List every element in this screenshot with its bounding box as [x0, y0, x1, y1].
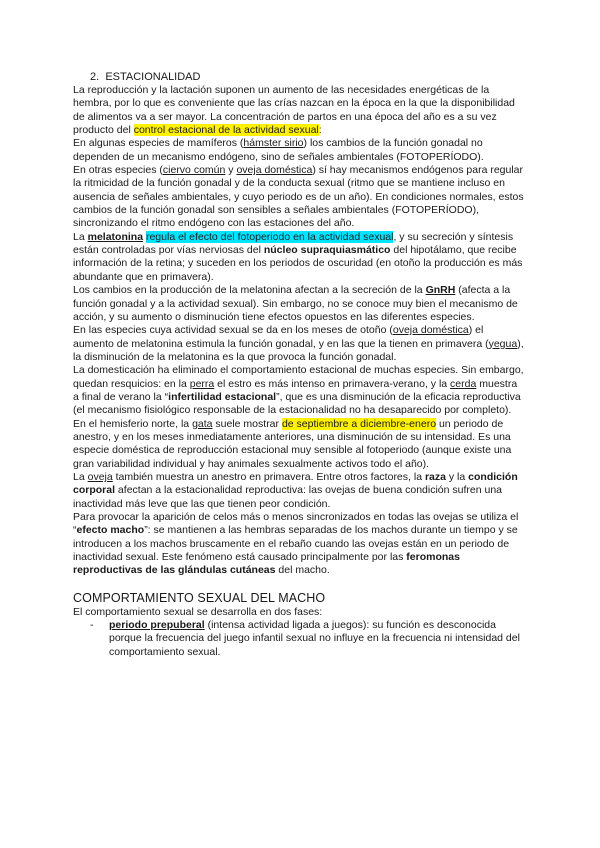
text-run: La [73, 230, 88, 243]
text-run: perra [189, 377, 215, 390]
text-run: En otras especies ( [73, 164, 163, 177]
section-title: ESTACIONALIDAD [105, 71, 201, 83]
text-run: hámster sirio [243, 137, 304, 150]
text-run: núcleo supraquiasmático [263, 244, 391, 257]
paragraph [73, 364, 525, 417]
text-run: muestra a final de verano la “ [73, 377, 518, 403]
paragraph [73, 164, 525, 231]
text-run: también muestra un anestro en primavera. Entre otros factores, la [112, 470, 425, 483]
text-run: oveja doméstica [392, 324, 469, 337]
text-run: y la [445, 470, 469, 483]
text-run: yegua [488, 337, 518, 350]
text-run: GnRH [425, 284, 456, 297]
text-run: En algunas especies de mamíferos ( [73, 137, 244, 150]
paragraph [73, 471, 525, 511]
text-run: condición corporal [73, 470, 518, 497]
text-run: ) el aumento de melatonina estimula la función gonadal, y en las que la tienen en primavera ( [73, 324, 489, 350]
text-run: un periodo de anestro, y en los meses inmediatamente anteriores, una disminución de su intensidad. Es una especie doméstica de reproducción estacional muy sensible al fotoperiodo (aunque existe una gran variabilidad individual y hay animales sexualmente activos todo el año). [73, 417, 512, 470]
text-run: ciervo común [162, 164, 226, 177]
text-run: , y su secreción y síntesis están controladas por vías nerviosas del [73, 230, 514, 257]
text-run: infertilidad estacional [168, 390, 277, 403]
text-run: En el hemisferio norte, la [73, 417, 193, 430]
text-run: de septiembre a diciembre-enero [281, 417, 437, 430]
text-run: efecto macho [76, 524, 145, 537]
paragraph [73, 418, 525, 471]
section-gap [73, 578, 525, 591]
section-heading [73, 70, 525, 84]
intro-paragraph: El comportamiento sexual se desarrolla en dos fases: [73, 605, 323, 618]
paragraphs [73, 84, 525, 578]
text-run: ”: se mantienen a las hembras separadas de los machos durante un tiempo y se introducen a los machos bruscamente en el rebaño cuando las ovejas están en un periodo de inactividad sexual. Este fenómeno está causado principalmente por las [73, 524, 518, 564]
text-run: ”, que es una disminución de la eficacia reproductiva (el mecanismo fisiológico responsable de la estacionalidad no ha desaparecido por completo). [73, 390, 521, 417]
text-run: La reproducción y la lactación suponen un aumento de las necesidades energéticas de la hembra, por lo que es conveniente que las crías nazcan en la época en la que la disponibilidad de alimentos va a ser mayor. La concentración de partos en una época del año es a su vez producto del [73, 84, 515, 137]
text-run: afectan a la estacionalidad reproductiva: las ovejas de buena condición sufren una inactividad más leve que las que tienen peor condición. [73, 484, 503, 510]
text-run: ), la disminución de la melatonina es la que provoca la función gonadal. [73, 337, 524, 363]
list-marker: - [90, 619, 94, 632]
text-run: raza [424, 470, 446, 483]
text-run: ) sí hay mecanismos endógenos para regular la ritmicidad de la función gonadal y de la conducta sexual (ritmo que se mantiene incluso en ausencia de señales ambientales, y cuyo periodo es de un año). En condiciones normales, estos cambios de la función gonadal son sensibles a señales ambientales (FOTOPERÍODO), sincronizando el ritmo endógeno con las estaciones del año. [73, 164, 524, 230]
text-run: Los cambios en la producción de la melatonina afectan a la secreción de la [73, 284, 426, 297]
document-content [73, 70, 525, 659]
text-run: cerda [450, 377, 477, 390]
text-run: suele mostrar [212, 417, 282, 430]
list-item [73, 619, 525, 659]
text-run: el estro es más intenso en primavera-verano, y la [214, 377, 451, 390]
text-run: feromonas reproductivas de las glándulas cutáneas [73, 551, 460, 577]
text-run: La domesticación ha eliminado el comportamiento estacional de muchas especies. Sin embargo, quedan resquicios: en la [73, 364, 524, 390]
text-run: periodo prepuberal [109, 619, 205, 632]
section-number: 2. [90, 71, 100, 83]
text-run: gata [192, 417, 213, 430]
paragraph [73, 84, 525, 137]
text-run: : [318, 124, 322, 137]
text-run: Para provocar la aparición de celos más o menos sincronizados en todas las ovejas se utiliza el “ [73, 511, 519, 537]
heading-comportamiento: COMPORTAMIENTO SEXUAL DEL MACHO [73, 590, 326, 605]
text-run: y [225, 164, 237, 177]
phase-list [73, 619, 525, 659]
text-run: del macho. [275, 564, 330, 577]
text-run: En las especies cuya actividad sexual se da en los meses de otoño ( [73, 324, 393, 337]
text-run: oveja doméstica [236, 164, 313, 177]
text-run: ) los cambios de la función gonadal no dependen de un mecanismo endógeno, sino de señales ambientales (FOTOPERÍODO). [73, 137, 484, 163]
paragraph [73, 324, 525, 364]
text-run: (intensa actividad ligada a juegos): su función es desconocida porque la frecuencia del juego infantil sexual no influye en la frecuencia ni intensidad del comportamiento sexual. [109, 619, 520, 658]
text-run: La [73, 470, 88, 483]
paragraph [73, 137, 525, 164]
paragraph [73, 284, 525, 324]
text-run: oveja [87, 470, 113, 483]
paragraph [73, 231, 525, 284]
text-run: del hipotálamo, que recibe información de la retina; y suceden en los periodos de oscuridad (en otoño la producción es más abundante que en primavera). [73, 244, 523, 283]
text-run: (afecta a la función gonadal y a la actividad sexual). Sin embargo, no se conoce muy bien el mecanismo de acción, y su aumento o disminución tiene efectos opuestos en las diferentes especies. [73, 284, 518, 323]
text-run: melatonina [87, 230, 144, 243]
text-run: control estacional de la actividad sexual [133, 124, 319, 137]
text-run: regula el efecto del fotoperiodo en la actividad sexual [145, 230, 394, 243]
paragraph [73, 511, 525, 578]
